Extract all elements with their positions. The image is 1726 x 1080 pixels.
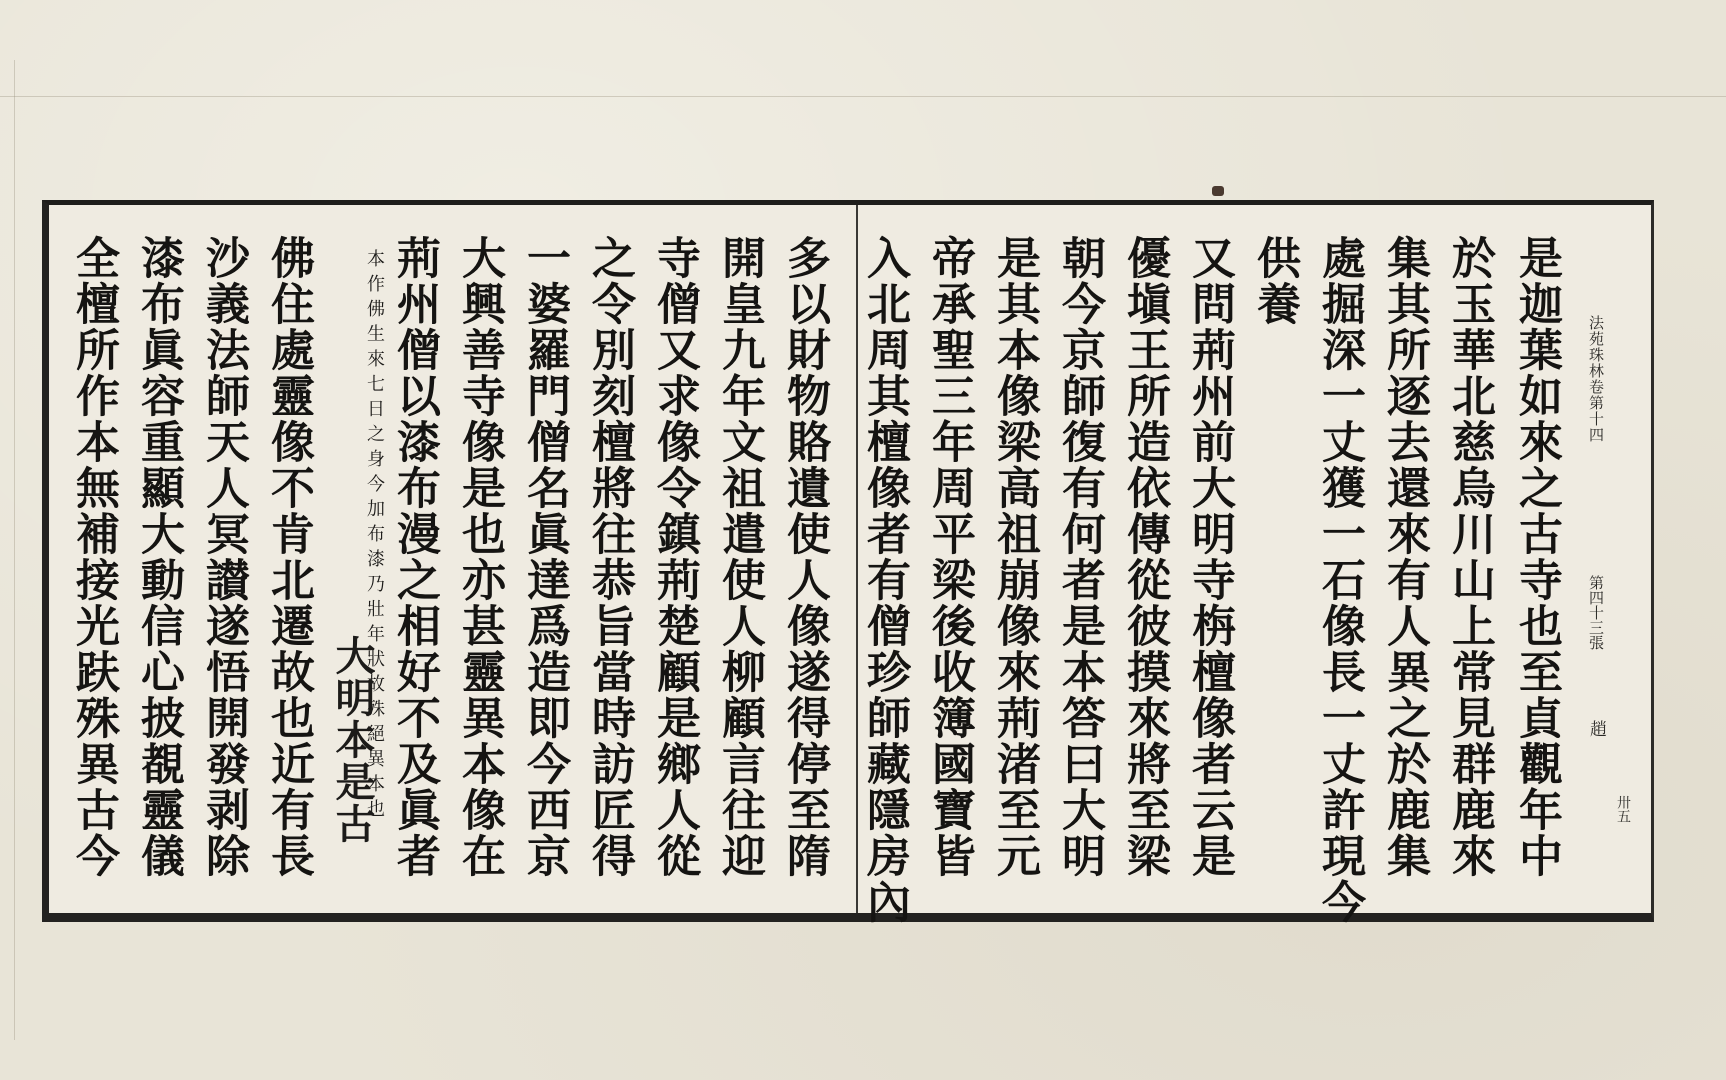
text-column-4: 處掘深一丈獲一石像長一丈許現今 bbox=[1314, 235, 1365, 925]
interlinear-note: 本作佛生來七日之身今加布漆乃壯年狀故殊絕異本也 bbox=[364, 249, 385, 824]
text-column-15: 之令別刻檀將往恭旨當時訪匠得 bbox=[584, 235, 635, 879]
text-column-17: 大興善寺像是也亦甚靈異本像在 bbox=[454, 235, 505, 879]
text-column-10: 帝承聖三年周平梁後收簿國寶皆 bbox=[924, 235, 975, 879]
sheet-number: 第四十三張 bbox=[1587, 575, 1605, 650]
text-column-3: 集其所逐去還來有人異之於鹿集 bbox=[1379, 235, 1430, 879]
text-column-11: 入北周其檀像者有僧珍師藏隱房內 bbox=[859, 235, 910, 925]
text-column-1: 是迦葉如來之古寺也至貞觀年中 bbox=[1511, 235, 1562, 879]
print-block bbox=[42, 200, 1654, 925]
small-text-column: 大明本是古 bbox=[329, 635, 376, 845]
text-column-8: 朝今京師復有何者是本答曰大明 bbox=[1054, 235, 1105, 879]
text-column-19: 佛住處靈像不肯北遷故也近有長 bbox=[263, 235, 314, 879]
text-column-14: 寺僧又求像令鎮荊楚顧是鄉人從 bbox=[649, 235, 700, 879]
text-column-13: 開皇九年文祖遣使人柳顧言往迎 bbox=[714, 235, 765, 879]
ink-spot bbox=[1212, 186, 1224, 196]
text-column-12: 多以財物賂遺使人像遂得停至隋 bbox=[779, 235, 830, 879]
text-column-20: 沙義法師天人冥讃遂悟開發剥除 bbox=[198, 235, 249, 879]
text-column-16: 一婆羅門僧名眞達爲造即今西京 bbox=[519, 235, 570, 879]
text-column-5: 供養 bbox=[1249, 235, 1300, 327]
center-fold-line bbox=[856, 205, 858, 913]
paper-fold-line-top bbox=[0, 96, 1726, 97]
paper-fold-line-left bbox=[14, 60, 15, 1040]
text-column-9: 是其本像梁高祖崩像來荊渚至元 bbox=[989, 235, 1040, 879]
text-column-21: 漆布眞容重顯大動信心披覩靈儀 bbox=[133, 235, 184, 879]
text-column-6: 又問荊州前大明寺栴檀像者云是 bbox=[1184, 235, 1235, 879]
carver-mark: 趙 bbox=[1586, 720, 1606, 737]
text-column-22: 全檀所作本無補接光趺殊異古今 bbox=[68, 235, 119, 879]
volume-label: 法苑珠林卷第十四 bbox=[1587, 315, 1605, 443]
text-column-2: 於玉華北慈烏川山上常見群鹿來 bbox=[1444, 235, 1495, 879]
corner-mark: 卅五 bbox=[1615, 795, 1631, 823]
text-column-18: 荊州僧以漆布漫之相好不及眞者 bbox=[389, 235, 440, 879]
text-column-7: 優塡王所造依傳從彼摸來將至梁 bbox=[1119, 235, 1170, 879]
